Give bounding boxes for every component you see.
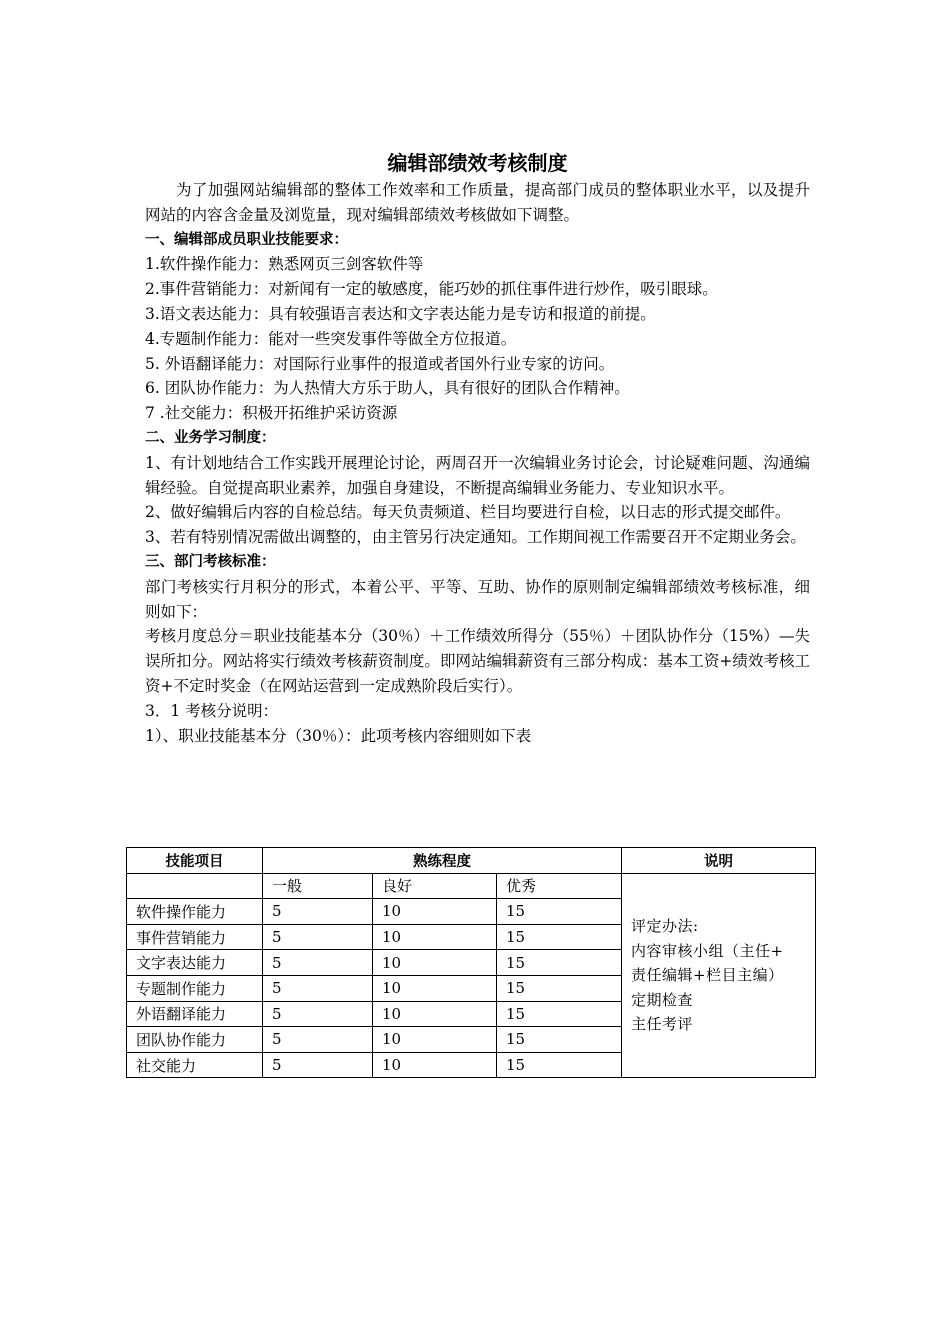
score-general: 5 xyxy=(263,1001,373,1027)
assessment-table-intro: 1）、职业技能基本分（30％）：此项考核内容细则如下表 xyxy=(145,726,532,745)
note-line: 评定办法: xyxy=(631,917,699,936)
score-general: 5 xyxy=(263,1052,373,1078)
header-skill: 技能项目 xyxy=(127,848,263,874)
skill-name: 专题制作能力 xyxy=(127,975,263,1001)
study-rule-item: 1、有计划地结合工作实践开展理论讨论，两周召开一次编辑业务讨论会，讨论疑难问题、沟通编辑经验。自觉提高职业素养，加强自身建设，不断提高编辑业务能力、专业知识水平。 xyxy=(145,453,810,497)
score-good: 10 xyxy=(373,924,497,950)
evaluation-note xyxy=(622,873,816,1078)
note-line: 定期检查 xyxy=(631,990,694,1009)
level-excellent: 优秀 xyxy=(497,873,622,899)
score-excellent: 15 xyxy=(497,950,622,976)
score-excellent: 15 xyxy=(497,1052,622,1078)
score-good: 10 xyxy=(373,950,497,976)
section-1-heading: 一、编辑部成员职业技能要求： xyxy=(145,231,348,248)
skill-name: 团队协作能力 xyxy=(127,1027,263,1053)
study-rule-item: 3、若有特别情况需做出调整的，由主管另行决定通知。工作期间视工作需要召开不定期业务会。 xyxy=(145,528,806,547)
table-header-row xyxy=(127,848,816,874)
page-title: 编辑部绩效考核制度 xyxy=(387,151,568,175)
document-body xyxy=(145,148,810,748)
score-general: 5 xyxy=(263,924,373,950)
score-excellent: 15 xyxy=(497,1027,622,1053)
score-excellent: 15 xyxy=(497,1001,622,1027)
assessment-formula-paragraph: 考核月度总分＝职业技能基本分（30％）＋工作绩效所得分（55％）＋团队协作分（15%）—失误所扣分。网站将实行绩效考核薪资制度。即网站编辑薪资有三部分构成：基本工资+绩效考核工资+不定时奖金（在网站运营到一定成熟阶段后实行）。 xyxy=(145,627,810,695)
skill-requirement-item: 6. 团队协作能力：为人热情大方乐于助人，具有很好的团队合作精神。 xyxy=(145,379,630,398)
skill-name: 外语翻译能力 xyxy=(127,1001,263,1027)
note-line: 内容审核小组（主任+ xyxy=(631,941,784,960)
score-general: 5 xyxy=(263,1027,373,1053)
intro-paragraph: 为了加强网站编辑部的整体工作效率和工作质量，提高部门成员的整体职业水平，以及提升网站的内容含金量及浏览量，现对编辑部绩效考核做如下调整。 xyxy=(145,181,810,224)
score-good: 10 xyxy=(373,1052,497,1078)
score-excellent: 15 xyxy=(497,924,622,950)
score-general: 5 xyxy=(263,975,373,1001)
score-good: 10 xyxy=(373,975,497,1001)
score-excellent: 15 xyxy=(497,975,622,1001)
skill-score-table xyxy=(126,847,816,1078)
note-line: 责任编辑+栏目主编） xyxy=(631,966,784,985)
header-level: 熟练程度 xyxy=(263,848,622,874)
note-line: 主任考评 xyxy=(631,1015,694,1034)
score-good: 10 xyxy=(373,899,497,925)
assessment-paragraph: 部门考核实行月积分的形式，本着公平、平等、互助、协作的原则制定编辑部绩效考核标准，细则如下： xyxy=(145,577,810,621)
score-general: 5 xyxy=(263,899,373,925)
level-good: 良好 xyxy=(373,873,497,899)
score-excellent: 15 xyxy=(497,899,622,925)
skill-requirement-item: 7 .社交能力：积极开拓维护采访资源 xyxy=(145,404,398,423)
skill-requirement-item: 1.软件操作能力：熟悉网页三剑客软件等 xyxy=(145,255,424,274)
skill-requirement-item: 5. 外语翻译能力：对国际行业事件的报道或者国外行业专家的访问。 xyxy=(145,354,615,373)
skill-name: 软件操作能力 xyxy=(127,899,263,925)
table-level-row xyxy=(127,873,816,899)
header-note: 说明 xyxy=(622,848,816,874)
score-general: 5 xyxy=(263,950,373,976)
skill-requirement-item: 3.语文表达能力：具有较强语言表达和文字表达能力是专访和报道的前提。 xyxy=(145,304,656,323)
section-2-heading: 二、业务学习制度： xyxy=(145,429,276,446)
level-general: 一般 xyxy=(263,873,373,899)
skill-name: 社交能力 xyxy=(127,1052,263,1078)
score-good: 10 xyxy=(373,1001,497,1027)
assessment-subheading: 3．1 考核分说明： xyxy=(145,701,279,720)
skill-requirement-item: 4.专题制作能力：能对一些突发事件等做全方位报道。 xyxy=(145,329,517,348)
skill-name: 文字表达能力 xyxy=(127,950,263,976)
skill-name: 事件营销能力 xyxy=(127,924,263,950)
skill-requirement-item: 2.事件营销能力：对新闻有一定的敏感度，能巧妙的抓住事件进行炒作，吸引眼球。 xyxy=(145,280,718,299)
section-3-heading: 三、部门考核标准： xyxy=(145,553,276,570)
study-rule-item: 2、做好编辑后内容的自检总结。每天负责频道、栏目均要进行自检，以日志的形式提交邮件。 xyxy=(145,503,791,522)
score-good: 10 xyxy=(373,1027,497,1053)
table-cell-empty xyxy=(127,873,263,899)
